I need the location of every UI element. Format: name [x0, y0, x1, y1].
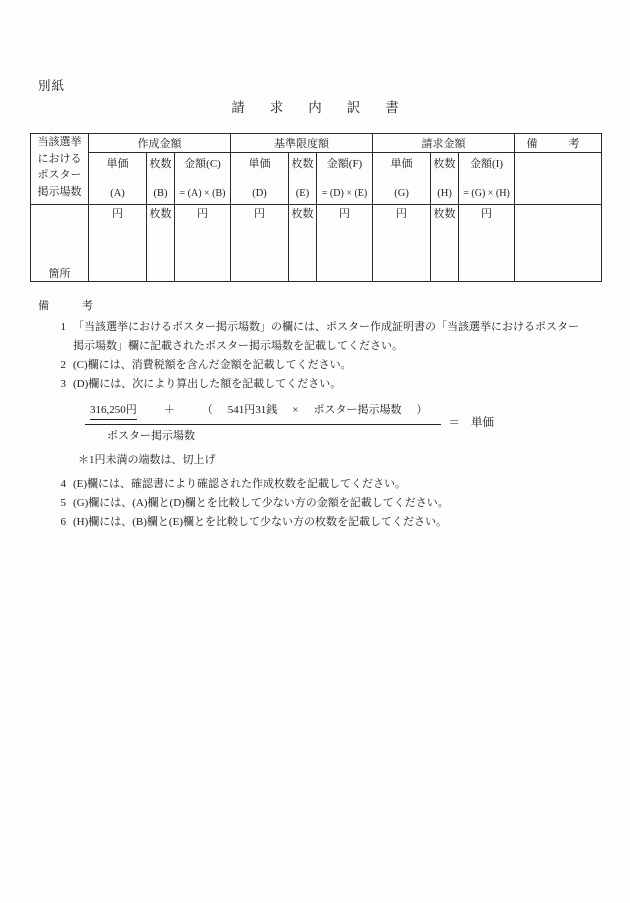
- code-g: (G): [394, 187, 409, 199]
- group-title-billing-amount: 請求金額: [373, 134, 515, 153]
- code-b: (B): [153, 187, 168, 199]
- unit-price-label: 単価: [106, 158, 129, 170]
- amount-label: 金額(I): [470, 158, 504, 170]
- remarks-subheader-blank-cell: [515, 153, 602, 205]
- note-item-5: [38, 494, 602, 513]
- result-label: 単価: [470, 416, 494, 429]
- amount-formula: = (D) × (E): [321, 188, 368, 199]
- note-text-line: (E)欄には、確認書により確認された作成枚数を記載してください。: [73, 478, 407, 490]
- amount-i-header: [459, 153, 515, 205]
- formula-fraction: [85, 403, 441, 443]
- unit-price-d-header: [231, 153, 289, 205]
- note-text: [73, 318, 579, 356]
- entry-cell-count-h[interactable]: 枚数: [431, 205, 459, 282]
- open-paren: （: [201, 404, 213, 416]
- close-paren: ）: [416, 404, 428, 416]
- poster-sites-header-line: 掲示場数: [37, 185, 82, 198]
- code-e: (E): [295, 187, 310, 199]
- poster-sites-header-line: 当該選挙: [37, 136, 82, 148]
- entry-cell-unit-price-d[interactable]: 円: [231, 205, 289, 282]
- unit-price-label: 単価: [248, 158, 271, 170]
- amount-f-header: [317, 153, 373, 205]
- note-text-line: 「当該選挙におけるポスター掲示場数」の欄には、ポスター作成証明書の「当該選挙におけるポスター: [73, 321, 579, 333]
- note-number: 3: [60, 378, 66, 390]
- note-number: 6: [60, 516, 66, 528]
- count-h-header: [431, 153, 459, 205]
- note-item-3: [38, 375, 602, 394]
- note-number: 2: [60, 359, 66, 371]
- group-title-creation-amount: 作成金額: [89, 134, 231, 153]
- count-label: 枚数: [433, 158, 456, 170]
- billing-breakdown-table: [30, 133, 602, 282]
- note-text: [73, 475, 406, 494]
- note-text: [73, 375, 341, 394]
- group-title-standard-limit: 基準限度額: [231, 134, 373, 153]
- document-title: 請求内訳書: [231, 100, 424, 115]
- note-text-line: (D)欄には、次により算出した額を記載してください。: [73, 378, 342, 390]
- plus-sign: ＋: [163, 404, 175, 416]
- poster-sites-header-line: における: [37, 152, 82, 165]
- notes-section: [38, 297, 602, 532]
- amount-formula: = (G) × (H): [463, 188, 510, 199]
- code-a: (A): [110, 187, 125, 199]
- unit-price-formula: [85, 403, 602, 443]
- note-item-6: [38, 513, 602, 532]
- unit-price-g-header: [373, 153, 431, 205]
- formula-multiplier: ポスター掲示場数: [313, 404, 402, 416]
- note-number: 4: [60, 478, 66, 490]
- formula-numerator: [85, 403, 441, 425]
- entry-cell-unit-price-g[interactable]: 円: [373, 205, 431, 282]
- table-subheader-row: [31, 153, 602, 205]
- amount-label: 金額(C): [184, 158, 221, 170]
- poster-sites-header-line: ポスター: [37, 169, 82, 181]
- attachment-label: 別紙: [38, 79, 66, 93]
- code-h: (H): [437, 187, 452, 199]
- note-text: [73, 356, 352, 375]
- table-entry-row: [31, 205, 602, 282]
- note-number: 1: [60, 321, 66, 333]
- formula-rate: 541円31銭: [227, 404, 278, 416]
- entry-cell-count-b[interactable]: 枚数: [147, 205, 175, 282]
- note-text-line: (C)欄には、消費税額を含んだ金額を記載してください。: [73, 359, 352, 371]
- table-group-header-row: [31, 134, 602, 153]
- remarks-column-header: 備 考: [515, 134, 602, 153]
- note-text-line: (G)欄には、(A)欄と(D)欄とを比較して少ない方の金額を記載してください。: [73, 497, 449, 509]
- note-number: 5: [60, 497, 66, 509]
- times-sign: ×: [292, 404, 299, 416]
- code-d: (D): [252, 187, 267, 199]
- amount-c-header: [175, 153, 231, 205]
- note-text-line: (H)欄には、(B)欄と(E)欄とを比較して少ない方の枚数を記載してください。: [73, 516, 447, 528]
- note-text: [73, 494, 449, 513]
- formula-denominator: ポスター掲示場数: [107, 430, 195, 442]
- poster-sites-entry-cell[interactable]: 箇所: [31, 205, 89, 282]
- entry-cell-amount-c[interactable]: 円: [175, 205, 231, 282]
- count-label: 枚数: [291, 158, 314, 170]
- unit-price-label: 単価: [390, 158, 413, 170]
- note-item-1: [38, 318, 602, 356]
- note-item-4: [38, 475, 602, 494]
- notes-heading: 備 考: [38, 300, 104, 312]
- entry-cell-count-e[interactable]: 枚数: [289, 205, 317, 282]
- entry-cell-amount-i[interactable]: 円: [459, 205, 515, 282]
- equals-sign: ＝: [448, 416, 460, 429]
- entry-cell-amount-f[interactable]: 円: [317, 205, 373, 282]
- note-text: [73, 513, 447, 532]
- amount-label: 金額(F): [326, 158, 363, 170]
- count-b-header: [147, 153, 175, 205]
- note-item-2: [38, 356, 602, 375]
- note-text-line: 掲示場数」欄に記載されたポスター掲示場数を記載してください。: [73, 340, 403, 352]
- amount-formula: = (A) × (B): [179, 188, 226, 199]
- formula-result: [448, 414, 494, 433]
- poster-sites-header-cell: [31, 134, 89, 205]
- count-e-header: [289, 153, 317, 205]
- rounding-note: ＊1円未満の端数は、切上げ: [78, 454, 216, 466]
- remarks-entry-cell[interactable]: [515, 205, 602, 282]
- entry-cell-unit-price-a[interactable]: 円: [89, 205, 147, 282]
- unit-price-a-header: [89, 153, 147, 205]
- formula-base-amount: 316,250円: [90, 403, 137, 420]
- count-label: 枚数: [149, 158, 172, 170]
